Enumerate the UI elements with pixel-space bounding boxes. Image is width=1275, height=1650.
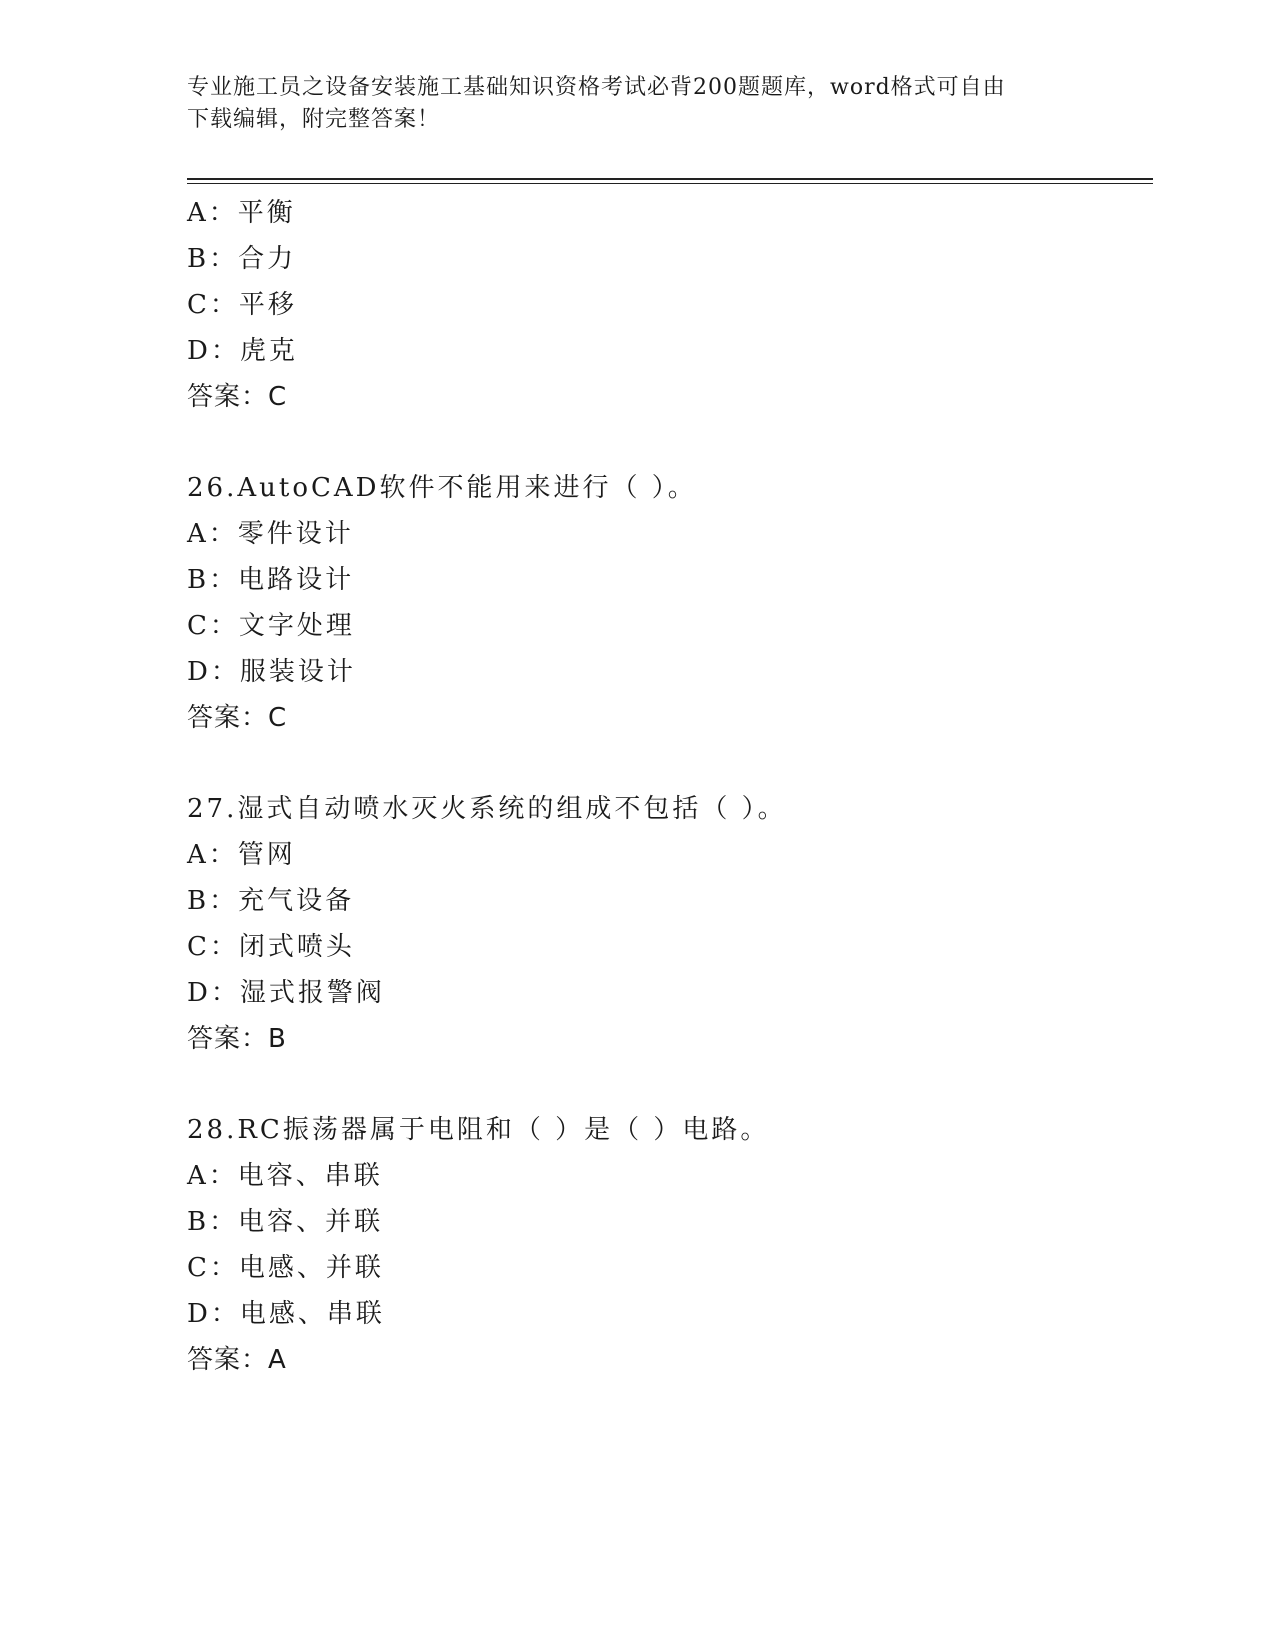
option-b: B：充气设备 xyxy=(187,886,355,916)
option-a: A：电容、串联 xyxy=(187,1161,383,1191)
spacer xyxy=(187,741,1147,786)
header-line-2: 下载编辑，附完整答案！ xyxy=(187,107,441,132)
spacer xyxy=(187,1062,1147,1107)
question-list xyxy=(187,190,1147,1383)
answer: 答案：C xyxy=(187,382,288,412)
question-26 xyxy=(187,465,1147,741)
option-b: B：电容、并联 xyxy=(187,1207,384,1237)
header-divider xyxy=(187,178,1153,184)
spacer xyxy=(187,420,1147,465)
question-text: 28.RC振荡器属于电阻和（ ）是（ ）电路。 xyxy=(187,1115,770,1145)
option-c: C：文字处理 xyxy=(187,611,355,641)
option-c: C：闭式喷头 xyxy=(187,932,355,962)
option-c: C：电感、并联 xyxy=(187,1253,384,1283)
question-28 xyxy=(187,1107,1147,1383)
answer: 答案：A xyxy=(187,1345,287,1375)
option-a: A：管网 xyxy=(187,840,296,870)
question-25 xyxy=(187,190,1147,420)
option-d: D：服装设计 xyxy=(187,657,356,687)
option-a: A：零件设计 xyxy=(187,519,354,549)
option-d: D：虎克 xyxy=(187,336,298,366)
option-b: B：合力 xyxy=(187,244,297,274)
question-27 xyxy=(187,786,1147,1062)
header-line-1: 专业施工员之设备安装施工基础知识资格考试必背200题题库，word格式可自由 xyxy=(187,75,1006,100)
answer: 答案：C xyxy=(187,703,288,733)
option-c: C：平移 xyxy=(187,290,297,320)
answer: 答案：B xyxy=(187,1024,287,1054)
option-a: A：平衡 xyxy=(187,198,296,228)
question-text: 26.AutoCAD软件不能用来进行（ ）。 xyxy=(187,473,697,503)
option-d: D：湿式报警阀 xyxy=(187,978,385,1008)
question-text: 27.湿式自动喷水灭火系统的组成不包括（ ）。 xyxy=(187,794,787,824)
option-d: D：电感、串联 xyxy=(187,1299,385,1329)
document-header xyxy=(187,72,1067,136)
option-b: B：电路设计 xyxy=(187,565,355,595)
